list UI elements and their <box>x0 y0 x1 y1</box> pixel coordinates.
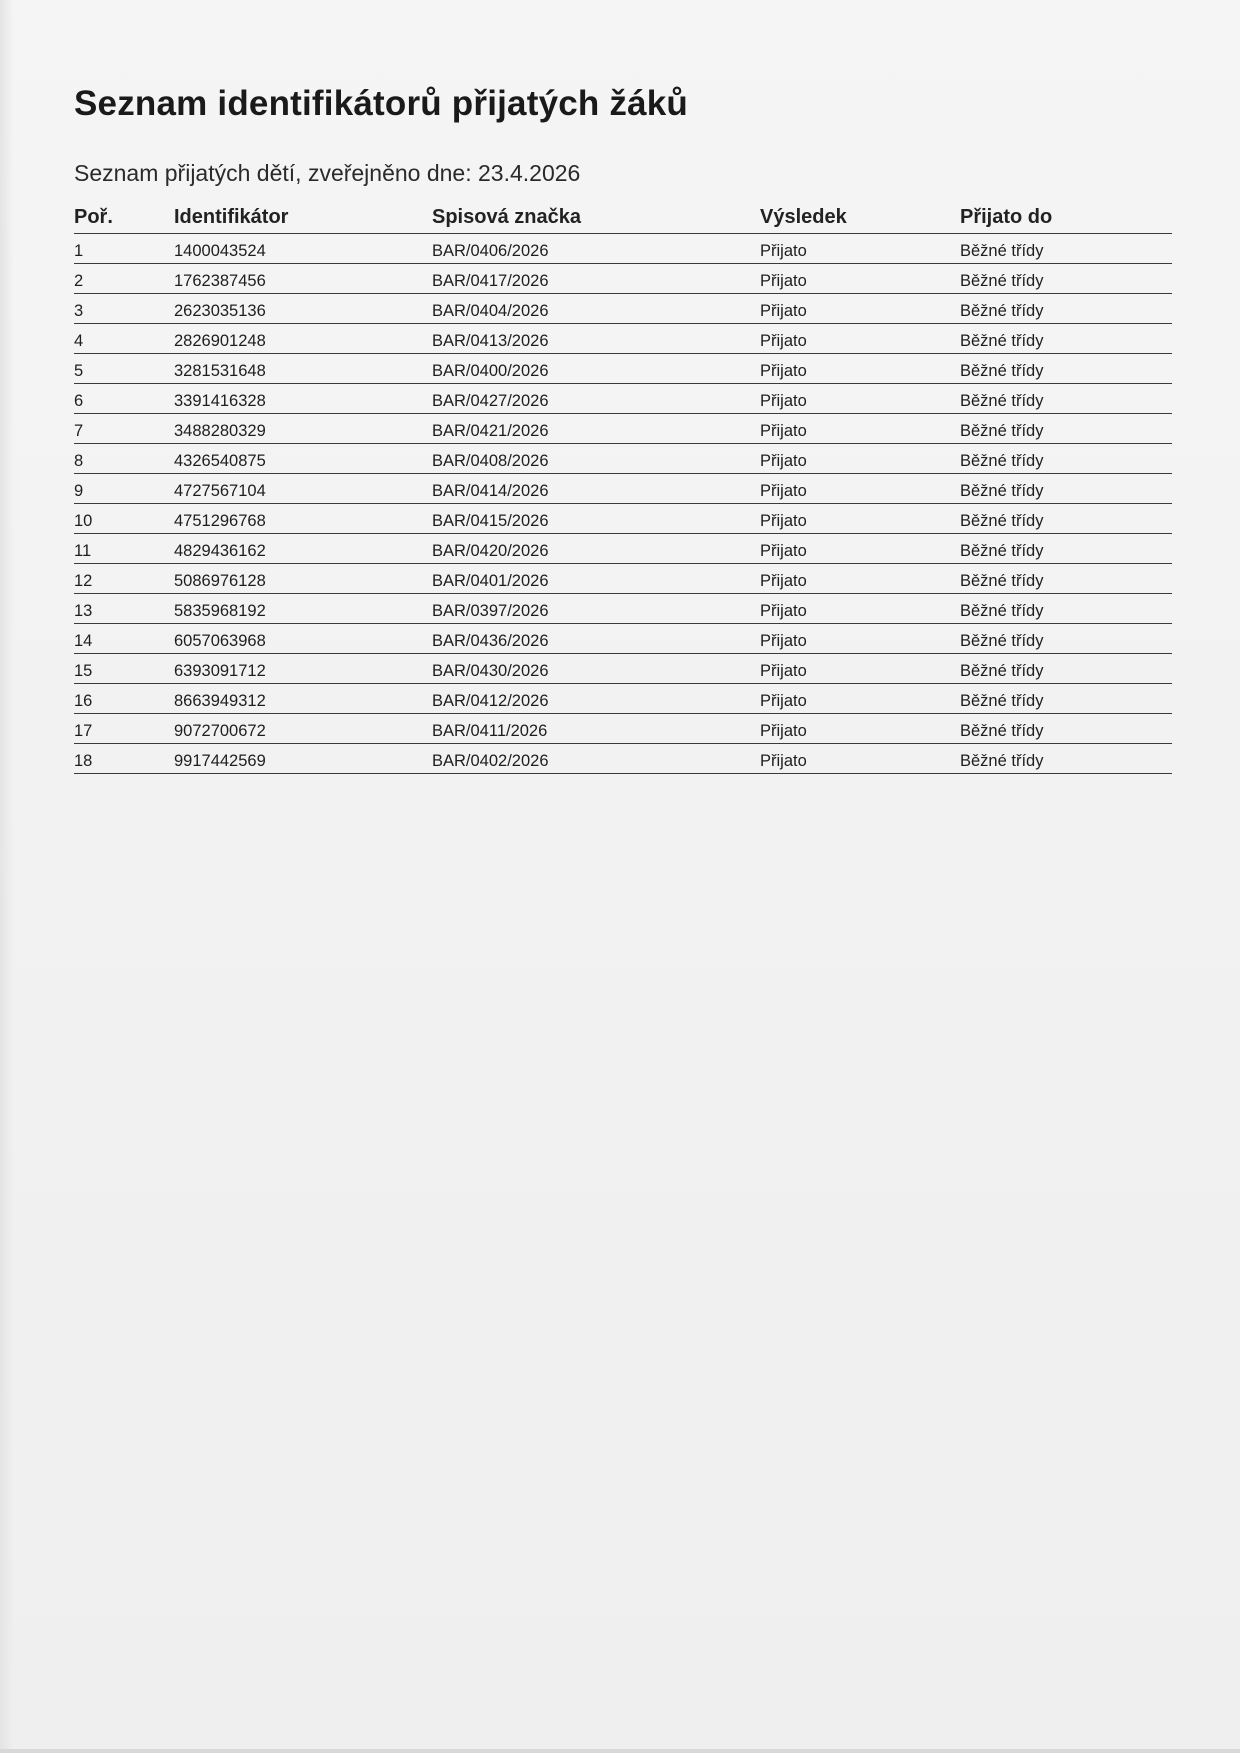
table-header-row <box>74 204 1172 234</box>
cell-file-number: BAR/0404/2026 <box>432 302 549 320</box>
cell-identifier: 1400043524 <box>174 242 266 260</box>
cell-order: 15 <box>74 662 93 680</box>
scan-edge <box>0 0 14 1753</box>
cell-admitted-to: Běžné třídy <box>960 722 1044 740</box>
table-row <box>74 684 1172 714</box>
table-row <box>74 504 1172 534</box>
cell-identifier: 3281531648 <box>174 362 266 380</box>
cell-file-number: BAR/0406/2026 <box>432 242 549 260</box>
cell-file-number: BAR/0401/2026 <box>432 572 549 590</box>
cell-admitted-to: Běžné třídy <box>960 662 1044 680</box>
cell-identifier: 4751296768 <box>174 512 266 530</box>
cell-file-number: BAR/0436/2026 <box>432 632 549 650</box>
cell-admitted-to: Běžné třídy <box>960 632 1044 650</box>
cell-file-number: BAR/0400/2026 <box>432 362 549 380</box>
cell-result: Přijato <box>760 602 807 620</box>
cell-order: 9 <box>74 482 84 500</box>
cell-identifier: 9917442569 <box>174 752 266 770</box>
cell-result: Přijato <box>760 572 807 590</box>
cell-order: 13 <box>74 602 93 620</box>
cell-identifier: 4829436162 <box>174 542 266 560</box>
table-row <box>74 594 1172 624</box>
cell-order: 2 <box>74 272 84 290</box>
cell-result: Přijato <box>760 422 807 440</box>
cell-order: 16 <box>74 692 93 710</box>
table-row <box>74 534 1172 564</box>
cell-admitted-to: Běžné třídy <box>960 392 1044 410</box>
cell-order: 12 <box>74 572 93 590</box>
cell-order: 17 <box>74 722 93 740</box>
cell-identifier: 4326540875 <box>174 452 266 470</box>
cell-file-number: BAR/0411/2026 <box>432 722 548 740</box>
cell-result: Přijato <box>760 662 807 680</box>
cell-file-number: BAR/0417/2026 <box>432 272 549 290</box>
page-subtitle: Seznam přijatých dětí, zveřejněno dne: 23.4.2026 <box>74 160 581 186</box>
cell-order: 4 <box>74 332 84 350</box>
cell-file-number: BAR/0427/2026 <box>432 392 549 410</box>
page-title: Seznam identifikátorů přijatých žáků <box>74 84 689 123</box>
cell-order: 8 <box>74 452 84 470</box>
cell-file-number: BAR/0420/2026 <box>432 542 549 560</box>
cell-identifier: 9072700672 <box>174 722 266 740</box>
cell-identifier: 5835968192 <box>174 602 266 620</box>
cell-file-number: BAR/0414/2026 <box>432 482 549 500</box>
cell-admitted-to: Běžné třídy <box>960 452 1044 470</box>
cell-order: 1 <box>74 242 84 260</box>
cell-result: Přijato <box>760 482 807 500</box>
admission-table <box>74 204 1172 774</box>
table-row <box>74 444 1172 474</box>
cell-file-number: BAR/0421/2026 <box>432 422 549 440</box>
cell-result: Přijato <box>760 242 807 260</box>
cell-result: Přijato <box>760 272 807 290</box>
cell-identifier: 8663949312 <box>174 692 266 710</box>
cell-identifier: 2623035136 <box>174 302 266 320</box>
cell-file-number: BAR/0412/2026 <box>432 692 549 710</box>
table-row <box>74 624 1172 654</box>
column-header-identifier: Identifikátor <box>174 206 289 228</box>
cell-identifier: 6393091712 <box>174 662 266 680</box>
cell-order: 10 <box>74 512 93 530</box>
column-header-result: Výsledek <box>760 206 847 228</box>
cell-admitted-to: Běžné třídy <box>960 272 1044 290</box>
cell-admitted-to: Běžné třídy <box>960 422 1044 440</box>
cell-order: 14 <box>74 632 93 650</box>
cell-admitted-to: Běžné třídy <box>960 752 1044 770</box>
cell-result: Přijato <box>760 512 807 530</box>
scan-edge-bottom <box>0 1749 1240 1753</box>
cell-admitted-to: Běžné třídy <box>960 332 1044 350</box>
cell-order: 3 <box>74 302 84 320</box>
cell-file-number: BAR/0397/2026 <box>432 602 549 620</box>
cell-order: 5 <box>74 362 84 380</box>
cell-identifier: 3391416328 <box>174 392 266 410</box>
column-header-admitted-to: Přijato do <box>960 206 1053 228</box>
table-row <box>74 264 1172 294</box>
table-row <box>74 354 1172 384</box>
column-header-order: Poř. <box>74 206 113 228</box>
cell-identifier: 2826901248 <box>174 332 266 350</box>
cell-order: 11 <box>74 542 92 560</box>
cell-admitted-to: Běžné třídy <box>960 602 1044 620</box>
cell-admitted-to: Běžné třídy <box>960 542 1044 560</box>
cell-result: Přijato <box>760 722 807 740</box>
table-row <box>74 474 1172 504</box>
cell-file-number: BAR/0430/2026 <box>432 662 549 680</box>
column-header-file-number: Spisová značka <box>432 206 581 228</box>
cell-admitted-to: Běžné třídy <box>960 482 1044 500</box>
cell-order: 6 <box>74 392 84 410</box>
cell-result: Přijato <box>760 542 807 560</box>
cell-order: 7 <box>74 422 84 440</box>
table-row <box>74 714 1172 744</box>
cell-identifier: 5086976128 <box>174 572 266 590</box>
cell-result: Přijato <box>760 452 807 470</box>
cell-result: Přijato <box>760 392 807 410</box>
table-row <box>74 384 1172 414</box>
table-row <box>74 324 1172 354</box>
cell-identifier: 1762387456 <box>174 272 266 290</box>
cell-result: Přijato <box>760 362 807 380</box>
cell-result: Přijato <box>760 692 807 710</box>
cell-file-number: BAR/0415/2026 <box>432 512 549 530</box>
table-row <box>74 294 1172 324</box>
table-row <box>74 564 1172 594</box>
cell-result: Přijato <box>760 332 807 350</box>
cell-admitted-to: Běžné třídy <box>960 572 1044 590</box>
cell-admitted-to: Běžné třídy <box>960 512 1044 530</box>
cell-file-number: BAR/0402/2026 <box>432 752 549 770</box>
table-row <box>74 744 1172 774</box>
cell-identifier: 3488280329 <box>174 422 266 440</box>
cell-result: Přijato <box>760 752 807 770</box>
cell-identifier: 6057063968 <box>174 632 266 650</box>
table-row <box>74 414 1172 444</box>
cell-result: Přijato <box>760 302 807 320</box>
table-row <box>74 654 1172 684</box>
cell-order: 18 <box>74 752 93 770</box>
cell-admitted-to: Běžné třídy <box>960 362 1044 380</box>
cell-file-number: BAR/0413/2026 <box>432 332 549 350</box>
cell-admitted-to: Běžné třídy <box>960 692 1044 710</box>
cell-identifier: 4727567104 <box>174 482 266 500</box>
cell-admitted-to: Běžné třídy <box>960 242 1044 260</box>
cell-result: Přijato <box>760 632 807 650</box>
table-row <box>74 234 1172 264</box>
cell-file-number: BAR/0408/2026 <box>432 452 549 470</box>
table-body <box>74 234 1172 774</box>
cell-admitted-to: Běžné třídy <box>960 302 1044 320</box>
